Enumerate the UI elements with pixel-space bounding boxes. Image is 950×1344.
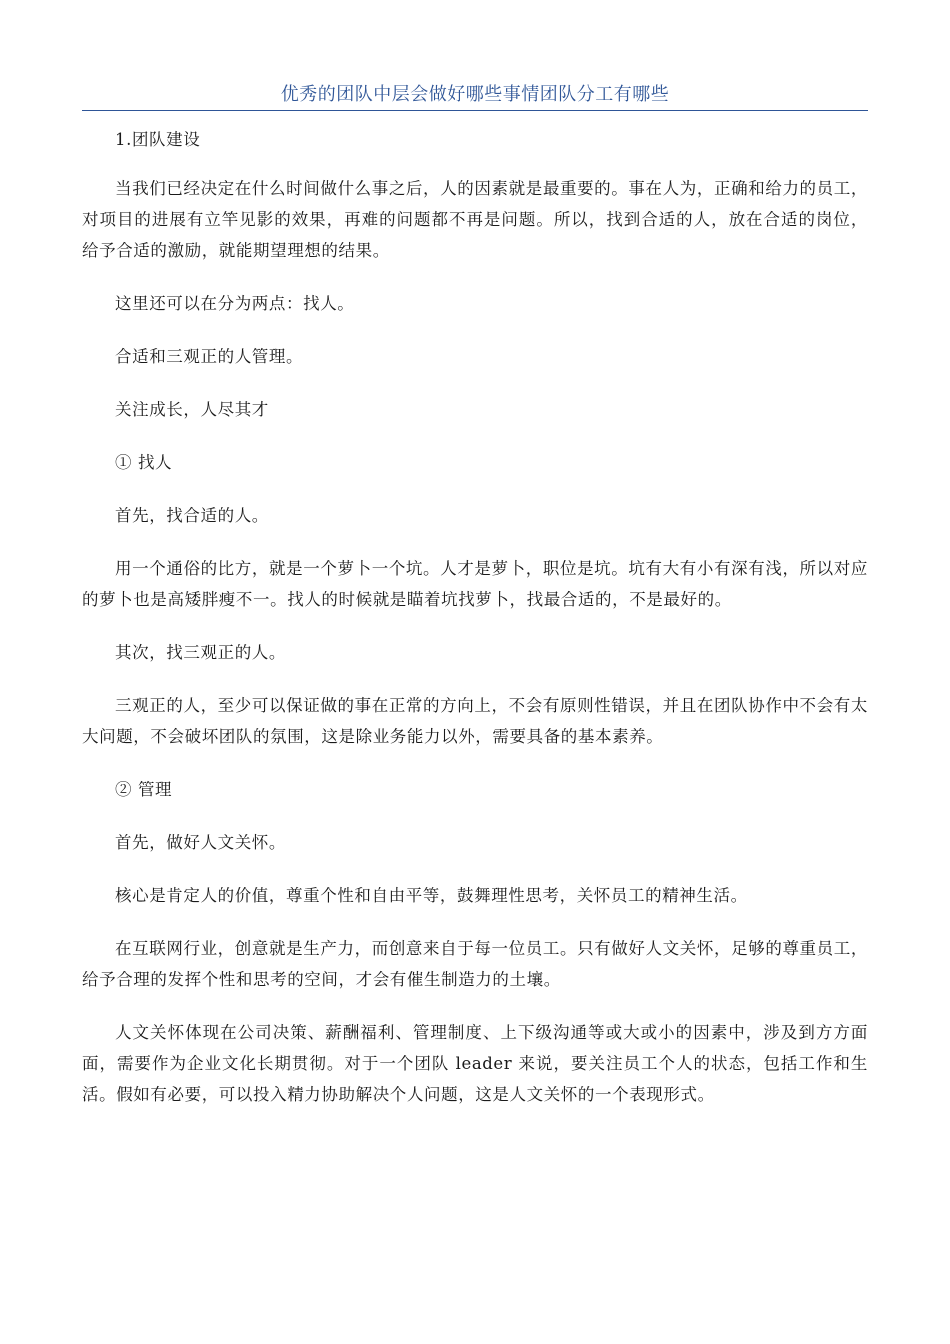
- paragraph: 关注成长，人尽其才: [115, 400, 269, 419]
- paragraph: 三观正的人，至少可以保证做的事在正常的方向上，不会有原则性错误，并且在团队协作中不会有太大问题，不会破坏团队的氛围，这是除业务能力以外，需要具备的基本素养。: [82, 696, 868, 746]
- subsection-heading: ① 找人: [115, 453, 173, 472]
- paragraph: 用一个通俗的比方，就是一个萝卜一个坑。人才是萝卜，职位是坑。坑有大有小有深有浅，所以对应的萝卜也是高矮胖瘦不一。找人的时候就是瞄着坑找萝卜，找最合适的，不是最好的。: [82, 559, 868, 609]
- paragraph: 核心是肯定人的价值，尊重个性和自由平等，鼓舞理性思考，关怀员工的精神生活。: [115, 886, 748, 905]
- paragraph: 当我们已经决定在什么时间做什么事之后，人的因素就是最重要的。事在人为，正确和给力的员工，对项目的进展有立竿见影的效果，再难的问题都不再是问题。所以，找到合适的人，放在合适的岗位，给予合适的激励，就能期望理想的结果。: [82, 179, 868, 260]
- page-header: [82, 82, 868, 111]
- document-body: [82, 124, 868, 1132]
- paragraph: 这里还可以在分为两点：找人。: [115, 294, 355, 313]
- subsection-heading: ② 管理: [115, 780, 173, 799]
- paragraph: 首先，找合适的人。: [115, 506, 269, 525]
- paragraph: 合适和三观正的人管理。: [115, 347, 304, 366]
- paragraph: 人文关怀体现在公司决策、薪酬福利、管理制度、上下级沟通等或大或小的因素中，涉及到方方面面，需要作为企业文化长期贯彻。对于一个团队 leader 来说，要关注员工个人的状态，包括工作和生活。假如有必要，可以投入精力协助解决个人问题，这是人文关怀的一个表现形式。: [82, 1023, 868, 1104]
- section-heading: 1.团队建设: [115, 130, 201, 149]
- paragraph: 其次，找三观正的人。: [115, 643, 286, 662]
- document-title: 优秀的团队中层会做好哪些事情团队分工有哪些: [280, 84, 670, 105]
- paragraph: 首先，做好人文关怀。: [115, 833, 286, 852]
- paragraph: 在互联网行业，创意就是生产力，而创意来自于每一位员工。只有做好人文关怀，足够的尊重员工，给予合理的发挥个性和思考的空间，才会有催生制造力的土壤。: [82, 939, 868, 989]
